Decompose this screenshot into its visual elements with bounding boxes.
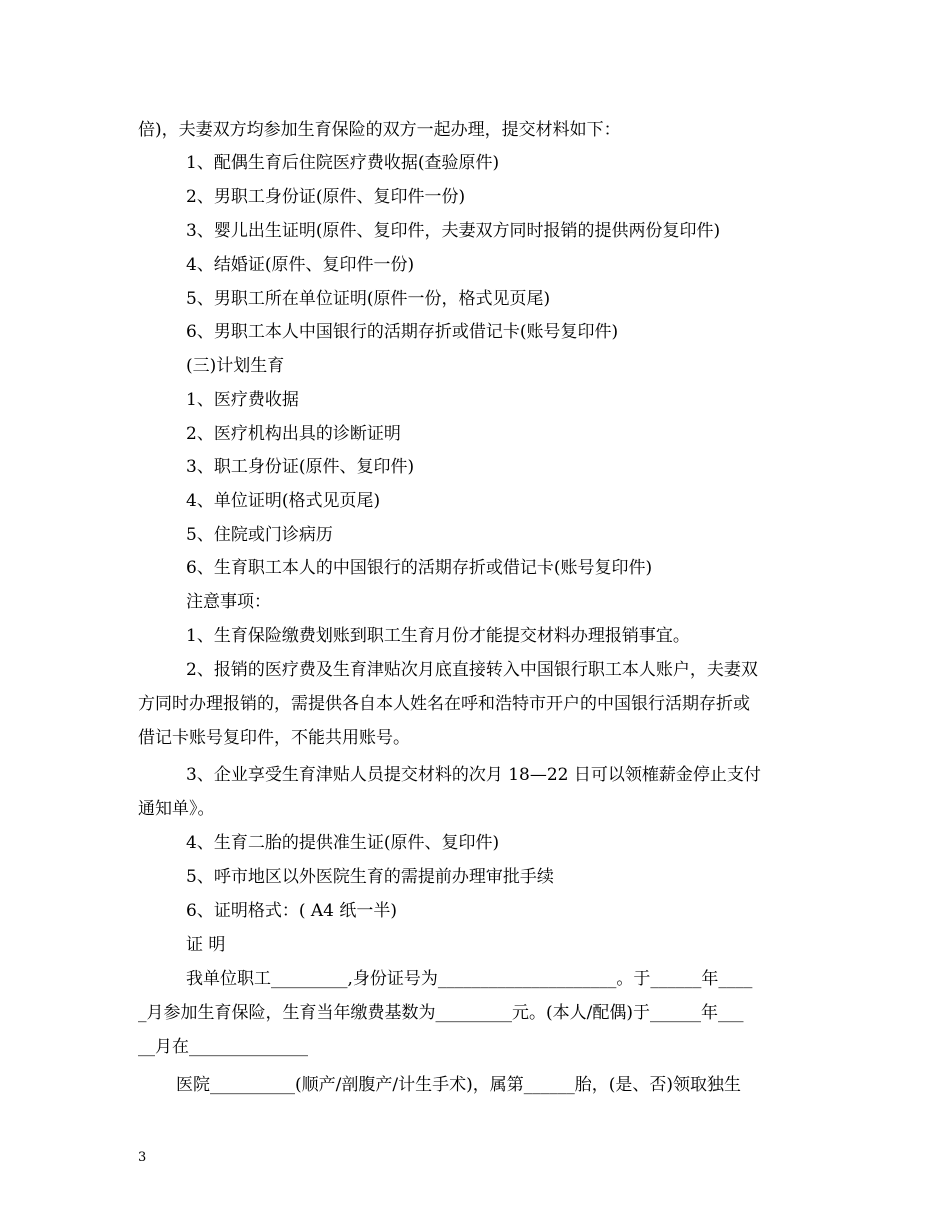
list-item: 3、企业享受生育津贴人员提交材料的次月 18—22 日可以领榷薪金停止支付: [186, 765, 761, 785]
list-item: 2、医疗机构出具的诊断证明: [186, 424, 401, 444]
page-number: 3: [138, 1150, 147, 1165]
form-line: __月在______________: [138, 1037, 308, 1057]
list-item: 3、职工身份证(原件、复印件): [186, 457, 415, 477]
list-item: 4、单位证明(格式见页尾): [186, 491, 381, 511]
list-item: 5、呼市地区以外医院生育的需提前办理审批手续: [186, 867, 554, 887]
list-item: 3、婴儿出生证明(原件、复印件，夫妻双方同时报销的提供两份复印件): [186, 221, 721, 241]
form-line: 医院__________(顺产/剖腹产/计生手术)，属第______胎，(是、否)领取独生: [176, 1075, 741, 1095]
list-item: 6、生育职工本人的中国银行的活期存折或借记卡(账号复印件): [186, 558, 653, 578]
paragraph-line: 倍)，夫妻双方均参加生育保险的双方一起办理，提交材料如下：: [138, 120, 621, 140]
list-item: 1、医疗费收据: [186, 390, 299, 410]
list-item: 2、报销的医疗费及生育津贴次月底直接转入中国银行职工本人账户，夫妻双: [186, 660, 758, 680]
list-item: 1、配偶生育后住院医疗费收据(查验原件): [186, 153, 500, 173]
form-line: 我单位职工_________,身份证号为_____________________。于______年____: [186, 969, 753, 989]
list-item: 4、生育二胎的提供准生证(原件、复印件): [186, 833, 500, 853]
section-heading: 注意事项：: [186, 592, 271, 612]
list-item: 1、生育保险缴费划账到职工生育月份才能提交材料办理报销事宜。: [186, 626, 690, 646]
list-item: 6、证明格式：( A4 纸一半): [186, 901, 397, 921]
paragraph-line: 通知单》。: [138, 799, 215, 819]
list-item: 2、男职工身份证(原件、复印件一份): [186, 187, 466, 207]
list-item: 5、男职工所在单位证明(原件一份，格式见页尾): [186, 289, 551, 309]
paragraph-line: 借记卡账号复印件，不能共用账号。: [138, 728, 410, 748]
form-line: _月参加生育保险，生育当年缴费基数为_________元。(本人/配偶)于______年___: [138, 1003, 744, 1023]
list-item: 4、结婚证(原件、复印件一份): [186, 255, 415, 275]
paragraph-line: 方同时办理报销的，需提供各自本人姓名在呼和浩特市开户的中国银行活期存折或: [138, 694, 750, 714]
form-title: 证 明: [186, 935, 226, 955]
list-item: 6、男职工本人中国银行的活期存折或借记卡(账号复印件): [186, 322, 619, 342]
list-item: 5、住院或门诊病历: [186, 525, 333, 545]
section-heading: (三)计划生育: [186, 356, 285, 376]
